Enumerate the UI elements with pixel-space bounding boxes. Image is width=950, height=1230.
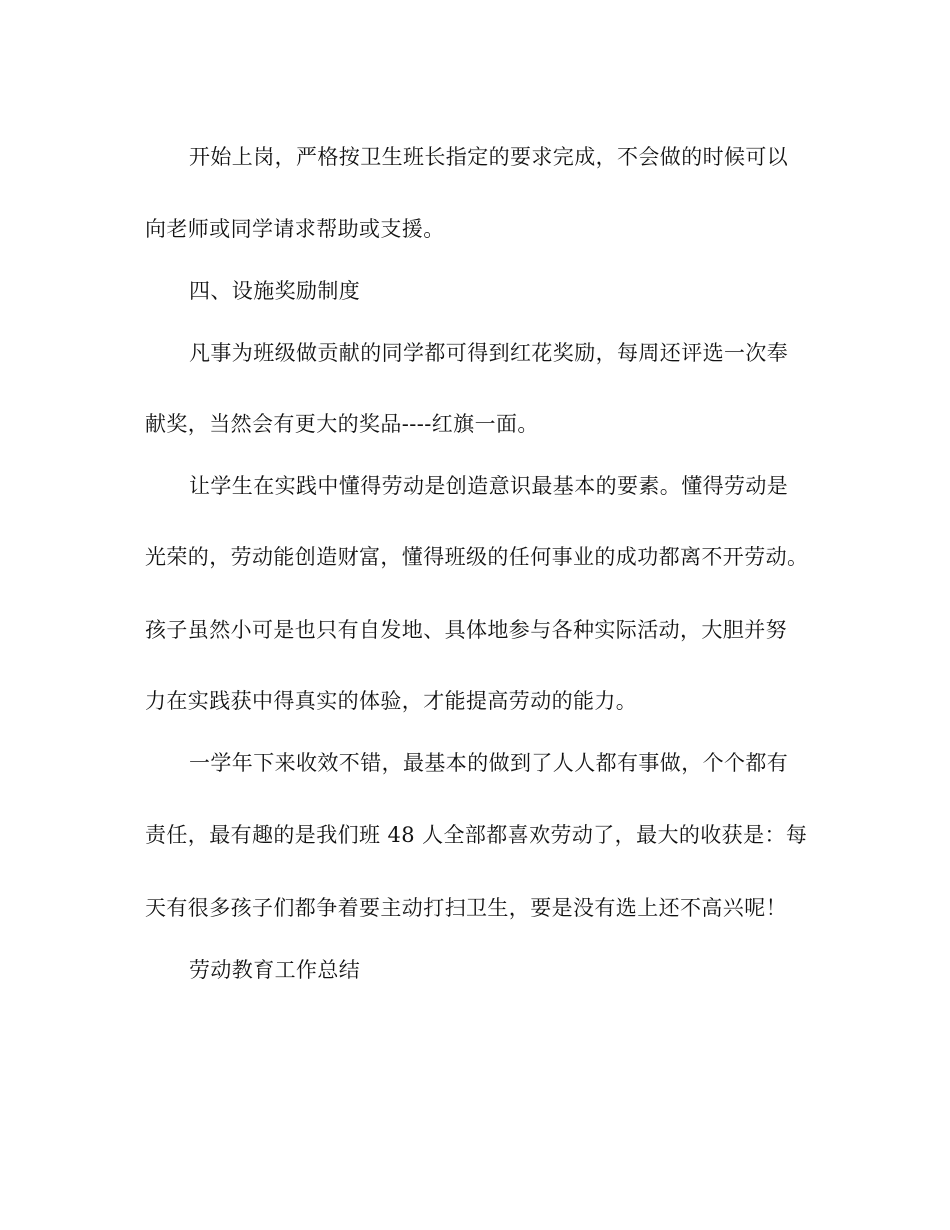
paragraph-line: 光荣的，劳动能创造财富，懂得班级的任何事业的成功都离不开劳动。 [145, 545, 809, 569]
paragraph-line: 向老师或同学请求帮助或支援。 [145, 217, 445, 241]
paragraph-line: 让学生在实践中懂得劳动是创造意识最基本的要素。懂得劳动是 [189, 474, 789, 498]
document-title-line: 劳动教育工作总结 [189, 958, 361, 982]
paragraph-line: 一学年下来收效不错，最基本的做到了人人都有事做，个个都有 [189, 751, 789, 775]
paragraph-line: 献奖，当然会有更大的奖品----红旗一面。 [145, 412, 539, 436]
paragraph-line: 开始上岗，严格按卫生班长指定的要求完成，不会做的时候可以 [189, 145, 789, 169]
section-heading: 四、设施奖励制度 [189, 279, 361, 303]
paragraph-line: 凡事为班级做贡献的同学都可得到红花奖励，每周还评选一次奉 [189, 341, 789, 365]
paragraph-line: 天有很多孩子们都争着要主动打扫卫生，要是没有选上还不高兴呢！ [145, 896, 787, 920]
paragraph-line: 力在实践获中得真实的体验，才能提高劳动的能力。 [145, 689, 638, 713]
paragraph-line: 责任，最有趣的是我们班 48 人全部都喜欢劳动了，最大的收获是：每 [145, 823, 808, 847]
paragraph-line: 孩子虽然小可是也只有自发地、具体地参与各种实际活动，大胆并努 [145, 618, 787, 642]
